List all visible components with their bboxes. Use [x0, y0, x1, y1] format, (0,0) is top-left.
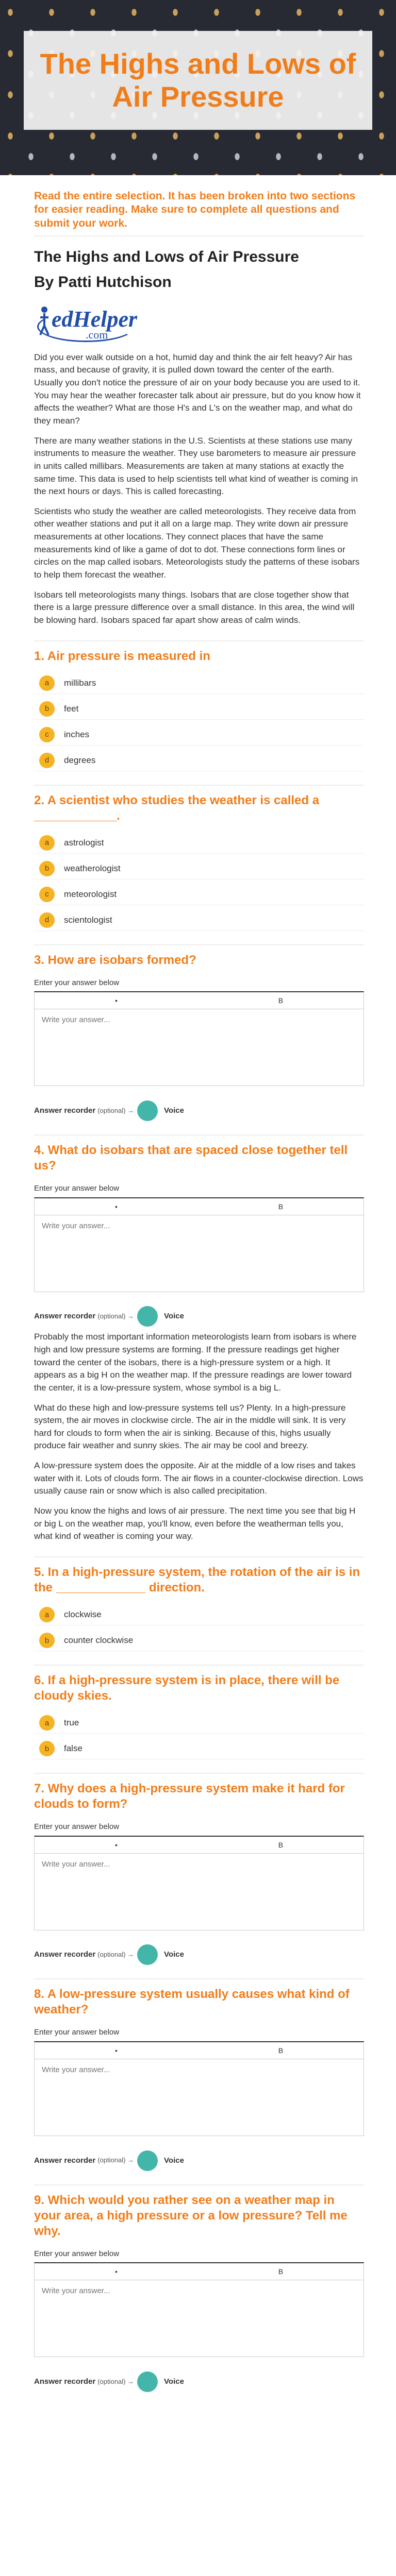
question-title: 4. What do isobars that are spaced close together tell us? — [34, 1134, 364, 1174]
article-paragraph: A low-pressure system does the opposite. Air at the middle of a low rises and takes water with it. Lots of clouds form. The air flows in a counter-clockwise direction. Lows usually cause rain or snow which is also called precipitation. — [34, 1461, 364, 1496]
option-label: degrees — [64, 755, 96, 765]
bold-button[interactable]: B — [278, 996, 284, 1005]
option-letter-badge: b — [39, 1741, 55, 1756]
voice-record-button[interactable] — [137, 1306, 158, 1327]
answer-recorder — [34, 1944, 364, 1965]
article-paragraph: There are many weather stations in the U.S. Scientists at these stations use many instruments to measure the weather. They use barometers to measure air pressure in units called millibars. Measurements are taken at many stations at exactly the same time. This data is used to help scientists tell what kind of weather is coming in the next hours or days. This is called forecasting. — [34, 435, 358, 497]
voice-label: Voice — [164, 1950, 184, 1959]
option-label: clockwise — [64, 1609, 102, 1620]
edhelper-logo — [34, 301, 137, 344]
answer-label: Enter your answer below — [34, 978, 120, 987]
option-label: scientologist — [64, 914, 112, 925]
question-title: 3. How are isobars formed? — [34, 944, 364, 968]
recorder-optional: (optional) → — [97, 2156, 135, 2164]
recorder-label: Answer recorder — [34, 1312, 96, 1321]
answer-option[interactable] — [34, 1739, 364, 1759]
option-letter-badge: a — [39, 675, 55, 691]
answer-textarea[interactable] — [34, 1853, 364, 1930]
question-title: 7. Why does a high-pressure system make it hard for clouds to form? — [34, 1773, 364, 1812]
recorder-optional: (optional) → — [97, 1106, 135, 1114]
recorder-optional: (optional) → — [97, 1950, 135, 1958]
voice-record-button[interactable] — [137, 1100, 158, 1121]
option-letter-badge: d — [39, 753, 55, 768]
option-label: counter clockwise — [64, 1635, 134, 1646]
bold-button[interactable]: B — [278, 2267, 284, 2276]
editor-toolbar — [34, 2262, 364, 2280]
recorder-label: Answer recorder — [34, 1950, 96, 1959]
option-letter-badge: a — [39, 1607, 55, 1622]
option-letter-badge: a — [39, 1715, 55, 1731]
answer-option[interactable] — [34, 751, 364, 771]
option-letter-badge: a — [39, 835, 55, 851]
answer-option[interactable] — [34, 910, 364, 931]
option-label: astrologist — [64, 837, 104, 848]
answer-label: Enter your answer below — [34, 1822, 120, 1831]
option-letter-badge: c — [39, 727, 55, 742]
answer-recorder — [34, 2371, 364, 2392]
hero-banner — [0, 0, 396, 175]
hero-title-box — [24, 31, 372, 130]
question-title: 9. Which would you rather see on a weather map in your area, a high pressure or a low pressure? Tell me why. — [34, 2184, 364, 2239]
bullet-list-button[interactable]: • — [114, 2267, 118, 2276]
answer-recorder — [34, 1306, 364, 1327]
bullet-list-button[interactable]: • — [114, 2046, 118, 2055]
recorder-label: Answer recorder — [34, 1106, 96, 1115]
voice-label: Voice — [164, 1106, 184, 1115]
main-content — [0, 175, 396, 2392]
page-title: The Highs and Lows of Air Pressure — [40, 47, 356, 113]
answer-option[interactable] — [34, 673, 364, 694]
recorder-optional: (optional) → — [97, 2377, 135, 2385]
answer-option[interactable] — [34, 699, 364, 720]
bold-button[interactable]: B — [278, 2046, 284, 2055]
bullet-list-button[interactable]: • — [114, 1840, 118, 1849]
question-title: 2. A scientist who studies the weather is called a ____________. — [34, 785, 364, 824]
answer-textarea[interactable] — [34, 1009, 364, 1086]
logo-text: edHelper — [52, 306, 138, 332]
voice-record-button[interactable] — [137, 1944, 158, 1965]
article-paragraph: Probably the most important information meteorologists learn from isobars is where high and low pressure systems are forming. If the pressure readings get higher toward the center of the isobars, there is a high-pressure system or a high. It appears as a big H on the weather map. If the pressure readings are lower toward the center, it is a low-pressure system, whose symbol is a big L. — [34, 1332, 357, 1393]
article-title: The Highs and Lows of Air Pressure — [34, 248, 299, 265]
instructions: Read the entire selection. It has been broken into two sections for easier reading. Make sure to complete all questions and submit your work. — [34, 190, 364, 236]
article-paragraph: Now you know the highs and lows of air pressure. The next time you see that big H or big L on the weather map, you'll know, even before the weatherman tells you, what kind of weather is coming your way. — [34, 1506, 356, 1541]
option-letter-badge: b — [39, 701, 55, 717]
answer-label: Enter your answer below — [34, 1183, 120, 1193]
option-label: meteorologist — [64, 889, 117, 899]
option-label: false — [64, 1743, 82, 1754]
option-label: true — [64, 1718, 79, 1728]
voice-record-button[interactable] — [137, 2371, 158, 2392]
editor-toolbar — [34, 1836, 364, 1853]
article-paragraph: Did you ever walk outside on a hot, humid day and think the air felt heavy? Air has mass, and because of gravity, it is pulled down toward the center of the earth. Usually you don't notice the pressure of air on your body because you are used to it. You may hear the weather forecaster talk about air pressure, but do you know how it affects the weather? What are those H's and L's on the weather map, and what do they mean? — [34, 352, 361, 426]
voice-label: Voice — [164, 2377, 184, 2386]
bullet-list-button[interactable]: • — [114, 996, 118, 1005]
article-author: By Patti Hutchison — [34, 274, 172, 291]
option-label: inches — [64, 729, 90, 739]
article-part-1 — [34, 351, 364, 627]
answer-label: Enter your answer below — [34, 2249, 120, 2258]
answer-textarea[interactable] — [34, 2280, 364, 2357]
article-paragraph: Isobars tell meteorologists many things. Isobars that are close together show that there is a large pressure difference over a small distance. In this area, the wind will be blowing hard. Isobars spaced far apart show areas of calm winds. — [34, 589, 355, 625]
editor-toolbar — [34, 1197, 364, 1215]
option-letter-badge: b — [39, 861, 55, 876]
answer-option[interactable] — [34, 1605, 364, 1625]
option-label: millibars — [64, 677, 96, 688]
answer-option[interactable] — [34, 833, 364, 854]
answer-option[interactable] — [34, 725, 364, 745]
voice-label: Voice — [164, 1312, 184, 1321]
question-title: 1. Air pressure is measured in — [34, 640, 364, 664]
question-title: 5. In a high-pressure system, the rotation of the air is in the _____________ direction. — [34, 1556, 364, 1596]
article-paragraph: What do these high and low-pressure systems tell us? Plenty. In a high-pressure system, the air moves in clockwise circle. The air in the middle will sink. It is very hard for clouds to form when the air is sinking. Because of this, highs usually produce fair weather and sunny skies. The air may be cool and breezy. — [34, 1402, 346, 1451]
answer-option[interactable] — [34, 1713, 364, 1734]
bold-button[interactable]: B — [278, 1840, 284, 1849]
answer-recorder — [34, 2150, 364, 2171]
article-part-2 — [34, 1331, 364, 1543]
editor-toolbar — [34, 2041, 364, 2059]
voice-record-button[interactable] — [137, 2150, 158, 2171]
option-label: feet — [64, 703, 79, 714]
bullet-list-button[interactable]: • — [114, 1202, 118, 1211]
logo-domain: .com — [86, 328, 108, 341]
answer-option[interactable] — [34, 1631, 364, 1651]
recorder-optional: (optional) → — [97, 1312, 135, 1320]
recorder-label: Answer recorder — [34, 2377, 96, 2386]
answer-option[interactable] — [34, 859, 364, 879]
answer-label: Enter your answer below — [34, 2028, 120, 2037]
option-letter-badge: b — [39, 1633, 55, 1648]
bold-button[interactable]: B — [278, 1202, 284, 1211]
article-paragraph: Scientists who study the weather are called meteorologists. They receive data from other weather stations and put it all on a large map. They write down air pressure measurements at other locations. They connect places that have the same measurements kind of like a game of dot to dot. These connections form lines or circles on the map called isobars. Meteorologists study the patterns of these isobars to help them forecast the weather. — [34, 506, 360, 580]
voice-label: Voice — [164, 2156, 184, 2165]
answer-textarea[interactable] — [34, 1215, 364, 1292]
logo-figure-icon — [38, 306, 51, 336]
answer-option[interactable] — [34, 885, 364, 905]
option-letter-badge: c — [39, 887, 55, 902]
editor-toolbar — [34, 991, 364, 1009]
question-title: 8. A low-pressure system usually causes what kind of weather? — [34, 1978, 364, 2018]
recorder-label: Answer recorder — [34, 2156, 96, 2165]
option-label: weatherologist — [64, 863, 121, 873]
answer-recorder — [34, 1100, 364, 1121]
question-title: 6. If a high-pressure system is in place, there will be cloudy skies. — [34, 1665, 364, 1704]
option-letter-badge: d — [39, 912, 55, 928]
answer-textarea[interactable] — [34, 2059, 364, 2136]
